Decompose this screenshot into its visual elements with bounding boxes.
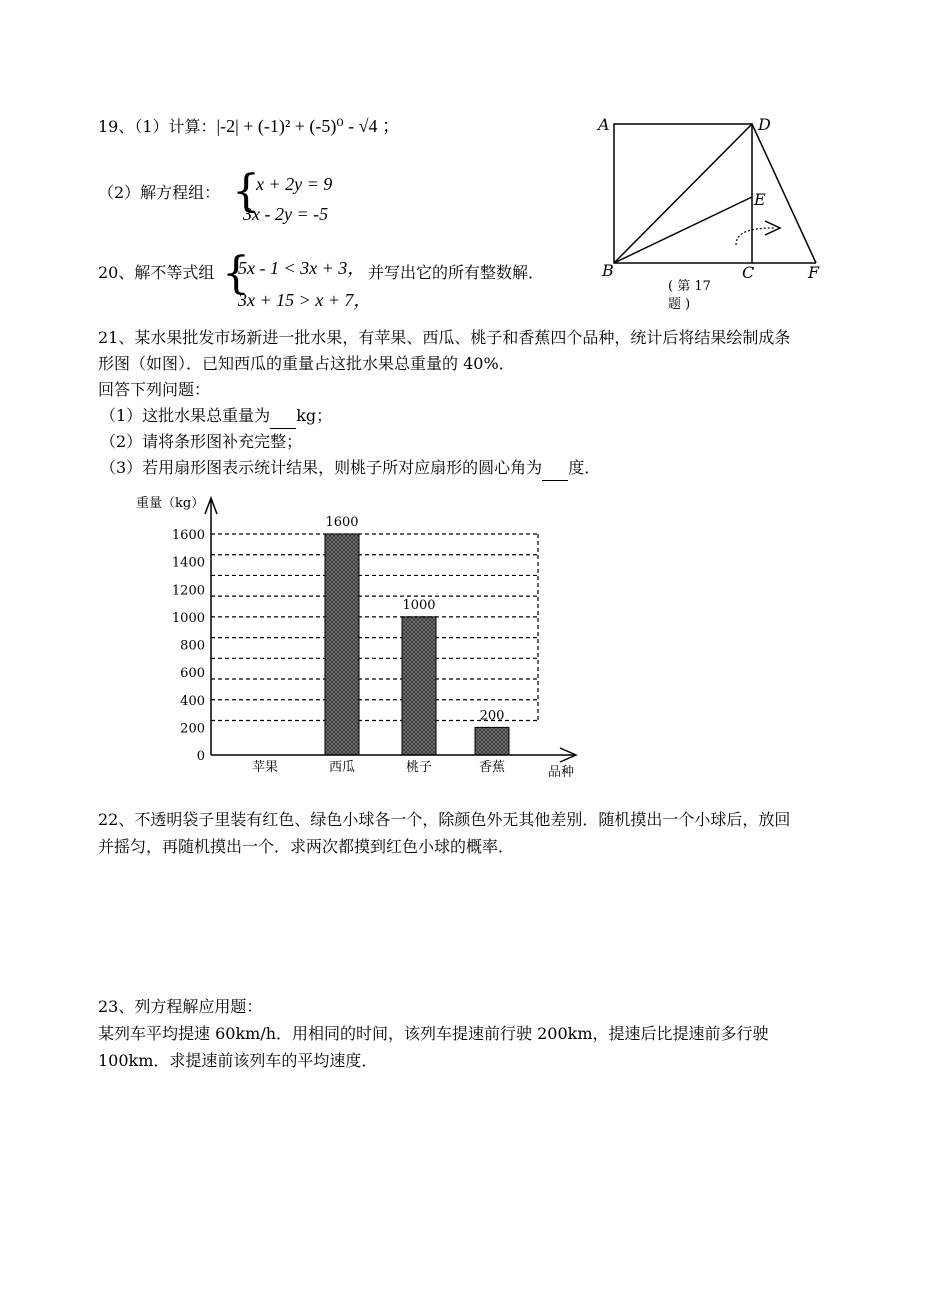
x-tick-label: 西瓜: [328, 760, 356, 775]
label-b: B: [602, 261, 614, 280]
x-axis-label: 品种: [548, 765, 575, 780]
q21-line3: 回答下列问题：: [98, 380, 211, 399]
q21-line1: 21、某水果批发市场新进一批水果，有苹果、西瓜、桃子和香蕉四个品种，统计后将结果绘制成条: [98, 328, 791, 347]
q21-sub3-blank: [542, 456, 568, 481]
q23-line2: 某列车平均提速 60km/h．用相同的时间，该列车提速前行驶 200km，提速后比提速前多行驶: [98, 1024, 769, 1043]
segment-be: [614, 197, 752, 263]
q19-part2-label: （2）解方程组：: [98, 183, 221, 202]
q21-sub1-blank: [270, 404, 296, 429]
q20-inequality-2: 3x + 15 > x + 7，: [238, 290, 372, 310]
figure-17: [590, 110, 840, 320]
bar-data-label: 1000: [402, 597, 436, 613]
q20-label: 20、解不等式组: [98, 263, 215, 282]
q23-line1: 23、列方程解应用题：: [98, 997, 263, 1016]
q19-system-brace: {: [232, 166, 260, 217]
label-c: C: [742, 263, 755, 282]
q20-inequality-1: 5x - 1 < 3x + 3，: [238, 258, 366, 278]
bar-data-label: 200: [479, 708, 505, 724]
y-tick-label: 1000: [171, 610, 205, 626]
label-f: F: [808, 263, 820, 282]
q19-part1-expression: |-2| + (-1)² + (-5)⁰ - √4 ；: [216, 116, 401, 136]
bar-3: [402, 617, 436, 755]
x-tick-label: 香蕉: [478, 760, 506, 775]
dotted-arrow: [736, 228, 775, 245]
x-tick-label: 苹果: [251, 760, 279, 775]
figure-caption-line2: 题 ): [668, 297, 691, 312]
y-tick-label: 0: [196, 749, 205, 764]
q21-sub3-unit: 度．: [568, 458, 601, 477]
y-tick-label: 1400: [171, 555, 205, 571]
label-d: D: [758, 115, 771, 134]
y-tick-label: 800: [180, 638, 205, 654]
y-tick-label: 400: [180, 693, 205, 709]
segment-bd: [614, 124, 752, 263]
q19-equation-1: x + 2y = 9: [256, 174, 333, 194]
y-axis-label: 重量（kg）: [136, 496, 205, 511]
y-tick-label: 1200: [171, 583, 205, 599]
q22-line2: 并摇匀，再随机摸出一个．求两次都摸到红色小球的概率．: [98, 837, 515, 856]
bar-2: [325, 534, 359, 755]
y-tick-label: 600: [180, 666, 205, 682]
q21-sub3: [100, 456, 600, 481]
q19-part1: [98, 114, 400, 139]
q23-line3: 100km．求提速前该列车的平均速度．: [98, 1051, 378, 1070]
q21-sub1: [100, 404, 332, 429]
q21-line2: 形图（如图）．已知西瓜的重量占这批水果总重量的 40%．: [98, 354, 515, 373]
bar-data-label: 1600: [325, 515, 359, 530]
q21-sub3-text: （3）若用扇形图表示统计结果，则桃子所对应扇形的圆心角为: [100, 458, 543, 477]
q19-equation-2: 3x - 2y = -5: [243, 204, 329, 224]
bar-chart: [130, 490, 600, 790]
label-a: A: [598, 115, 610, 134]
y-tick-label: 1600: [171, 528, 205, 543]
q20-suffix: 并写出它的所有整数解．: [368, 263, 545, 282]
label-e: E: [754, 190, 766, 209]
x-tick-label: 桃子: [405, 760, 433, 775]
q19-part1-label: 19、（1）计算：: [98, 117, 217, 136]
figure-caption-line1: ( 第 17: [668, 279, 711, 294]
bar-4: [475, 727, 509, 755]
q20-system-brace: {: [222, 248, 250, 299]
q21-sub2: （2）请将条形图补充完整；: [100, 432, 303, 451]
q21-sub1-text: （1）这批水果总重量为: [100, 406, 271, 425]
q22-line1: 22、不透明袋子里装有红色、绿色小球各一个，除颜色外无其他差别．随机摸出一个小球后，放回: [98, 810, 791, 829]
y-tick-label: 200: [180, 721, 205, 737]
q21-sub1-unit: kg；: [296, 406, 333, 425]
